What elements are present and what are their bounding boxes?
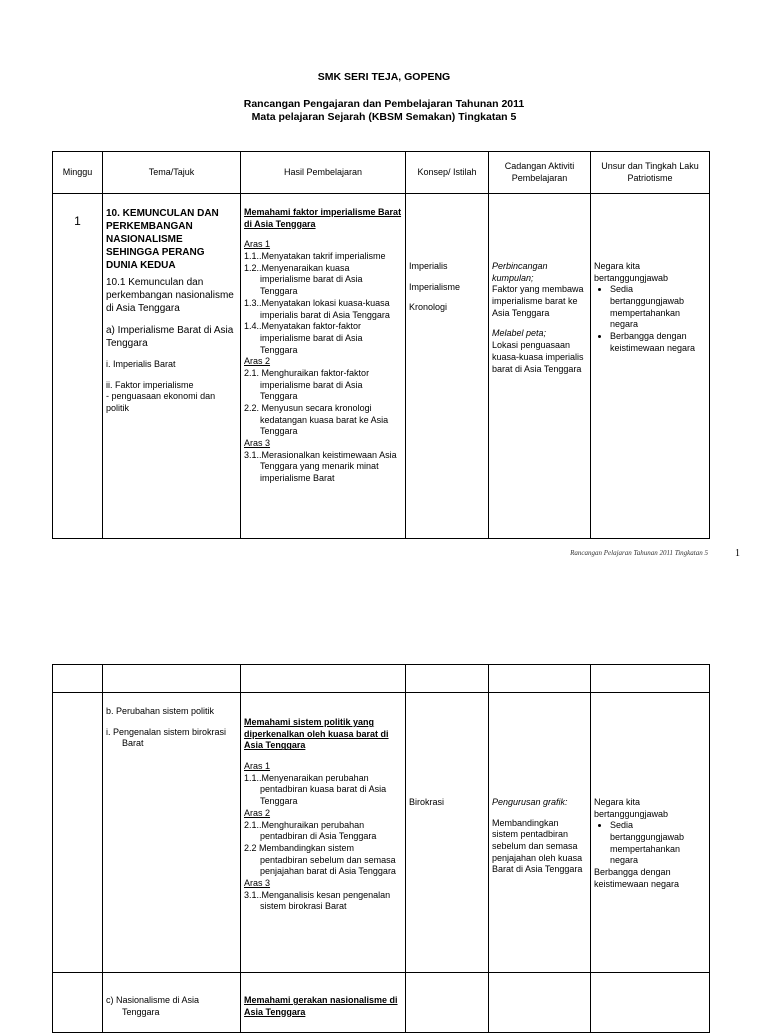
level-2-label: Aras 2	[244, 356, 271, 367]
learning-outcome-heading: Memahami gerakan nasionalisme di Asia Tenggara	[244, 995, 398, 1017]
outcome-item: 1.3..Menyatakan lokasi kuasa-kuasa imperialis barat di Asia Tenggara	[244, 297, 390, 320]
learning-outcome-heading: Memahami faktor imperialisme Barat di Asia Tenggara	[244, 207, 402, 229]
col-header-minggu: Minggu	[53, 152, 103, 194]
outcome-item: 1.2..Menyenaraikan kuasa imperialisme barat di Asia Tenggara	[244, 262, 363, 297]
outcome-item: 3.1..Menganalisis kesan pengenalan sistem birokrasi Barat	[244, 889, 391, 912]
col-header-aktiviti: Cadangan Aktiviti Pembelajaran	[489, 152, 591, 194]
subtopic-i: i. Imperialis Barat	[106, 359, 176, 369]
outcome-item: 2.2. Menyusun secara kronologi kedatangan kuasa barat ke Asia Tenggara	[244, 403, 389, 437]
table-row	[53, 693, 710, 973]
tema-cell	[103, 693, 241, 973]
activity-heading: Perbincangan kumpulan;	[492, 261, 548, 283]
plan-title: Rancangan Pengajaran dan Pembelajaran Tahunan 2011	[243, 98, 525, 110]
subtopic-b: b. Perubahan sistem politik	[106, 706, 215, 716]
patriotism-lead: Negara kita bertanggungjawab	[594, 797, 669, 819]
outcome-item: 2.1. Menghuraikan faktor-faktor imperialisme barat di Asia Tenggara	[244, 367, 370, 402]
patriotism-tail: Berbangga dengan keistimewaan negara	[594, 867, 680, 889]
subtopic-a: a) Imperialisme Barat di Asia Tenggara	[106, 325, 234, 349]
lesson-plan-table	[52, 151, 710, 539]
tema-cell	[103, 194, 241, 539]
page-number: 1	[735, 548, 740, 559]
subtopic-ii: ii. Faktor imperialisme	[106, 379, 194, 390]
topic-title: 10. KEMUNCULAN DAN PERKEMBANGAN NASIONALISME SEHINGGA PERANG DUNIA KEDUA	[106, 208, 219, 271]
activity-text: Faktor yang membawa imperialisme barat ke Asia Tenggara	[492, 284, 584, 318]
patriotism-item: • Sedia bertanggungjawab mempertahankan negara	[610, 820, 706, 867]
concept-term: Birokrasi	[409, 797, 445, 807]
aktiviti-cell	[489, 693, 591, 973]
unsur-cell	[591, 693, 710, 973]
activity-heading: Pengurusan grafik:	[492, 797, 568, 807]
table-header-row	[53, 152, 710, 194]
week-number: 1	[53, 194, 103, 539]
concept-term: Kronologi	[409, 302, 448, 313]
activity-text: Lokasi penguasaan kuasa-kuasa imperialis barat di Asia Tenggara	[492, 340, 584, 374]
concept-term: Imperialisme	[409, 281, 461, 292]
level-2-label: Aras 2	[244, 807, 271, 818]
outcome-item: 1.4..Menyatakan faktor-faktor imperialisme barat di Asia Tenggara	[244, 321, 363, 355]
learning-outcome-heading: Memahami sistem politik yang diperkenalkan oleh kuasa barat di Asia Tenggara	[244, 717, 389, 751]
lesson-plan-table-page-2	[52, 664, 710, 1033]
outcome-item: 1.1..Menyatakan takrif imperialisme	[244, 251, 386, 262]
subtopic: 10.1 Kemunculan dan perkembangan nasionalisme di Asia Tenggara	[106, 277, 234, 314]
concept-term: Imperialis	[409, 261, 448, 271]
subtopic-c: c) Nasionalisme di Asia Tenggara	[106, 995, 200, 1017]
col-header-hasil: Hasil Pembelajaran	[241, 152, 406, 194]
col-header-unsur: Unsur dan Tingkah Laku Patriotisme	[591, 152, 710, 194]
empty-header-row	[53, 665, 710, 693]
patriotism-list	[594, 820, 706, 867]
table-row	[53, 194, 710, 539]
subject-title: Mata pelajaran Sejarah (KBSM Semakan) Tingkatan 5	[251, 111, 517, 123]
col-header-tema: Tema/Tajuk	[103, 152, 241, 194]
patriotism-item: • Sedia bertanggungjawab mempertahankan negara	[610, 284, 706, 331]
outcome-item: 3.1..Merasionalkan keistimewaan Asia Tenggara yang menarik minat imperialisme Barat	[244, 449, 397, 484]
konsep-cell	[406, 693, 489, 973]
school-title: SMK SERI TEJA, GOPENG	[317, 71, 451, 83]
level-1-label: Aras 1	[244, 761, 271, 772]
subtopic-ii-detail: - penguasaan ekonomi dan politik	[106, 391, 216, 414]
konsep-cell	[406, 194, 489, 539]
outcome-item: 2.1..Menghuraikan perubahan pentadbiran di Asia Tenggara	[244, 819, 377, 842]
activity-heading: Melabel peta;	[492, 328, 547, 339]
activity-text: Membandingkan sistem pentadbiran sebelum dan semasa penjajahan oleh kuasa Barat di Asia Tenggara	[492, 817, 583, 875]
hasil-cell	[241, 693, 406, 973]
patriotism-item: • Berbangga dengan keistimewaan negara	[610, 331, 706, 354]
page-footer: Rancangan Pelajaran Tahunan 2011 Tingkatan 5	[570, 549, 708, 557]
subtopic-i: i. Pengenalan sistem birokrasi Barat	[106, 726, 227, 749]
level-3-label: Aras 3	[244, 438, 271, 449]
patriotism-list	[594, 284, 706, 354]
outcome-item: 2.2 Membandingkan sistem pentadbiran sebelum dan semasa penjajahan barat di Asia Tenggara	[244, 842, 396, 877]
col-header-konsep: Konsep/ Istilah	[406, 152, 489, 194]
unsur-cell	[591, 194, 710, 539]
aktiviti-cell	[489, 194, 591, 539]
outcome-item: 1.1..Menyenaraikan perubahan pentadbiran kuasa barat di Asia Tenggara	[244, 772, 387, 807]
level-1-label: Aras 1	[244, 239, 271, 250]
patriotism-lead: Negara kita bertanggungjawab	[594, 261, 669, 283]
level-3-label: Aras 3	[244, 877, 271, 888]
hasil-cell	[241, 194, 406, 539]
week-cell	[53, 693, 103, 973]
